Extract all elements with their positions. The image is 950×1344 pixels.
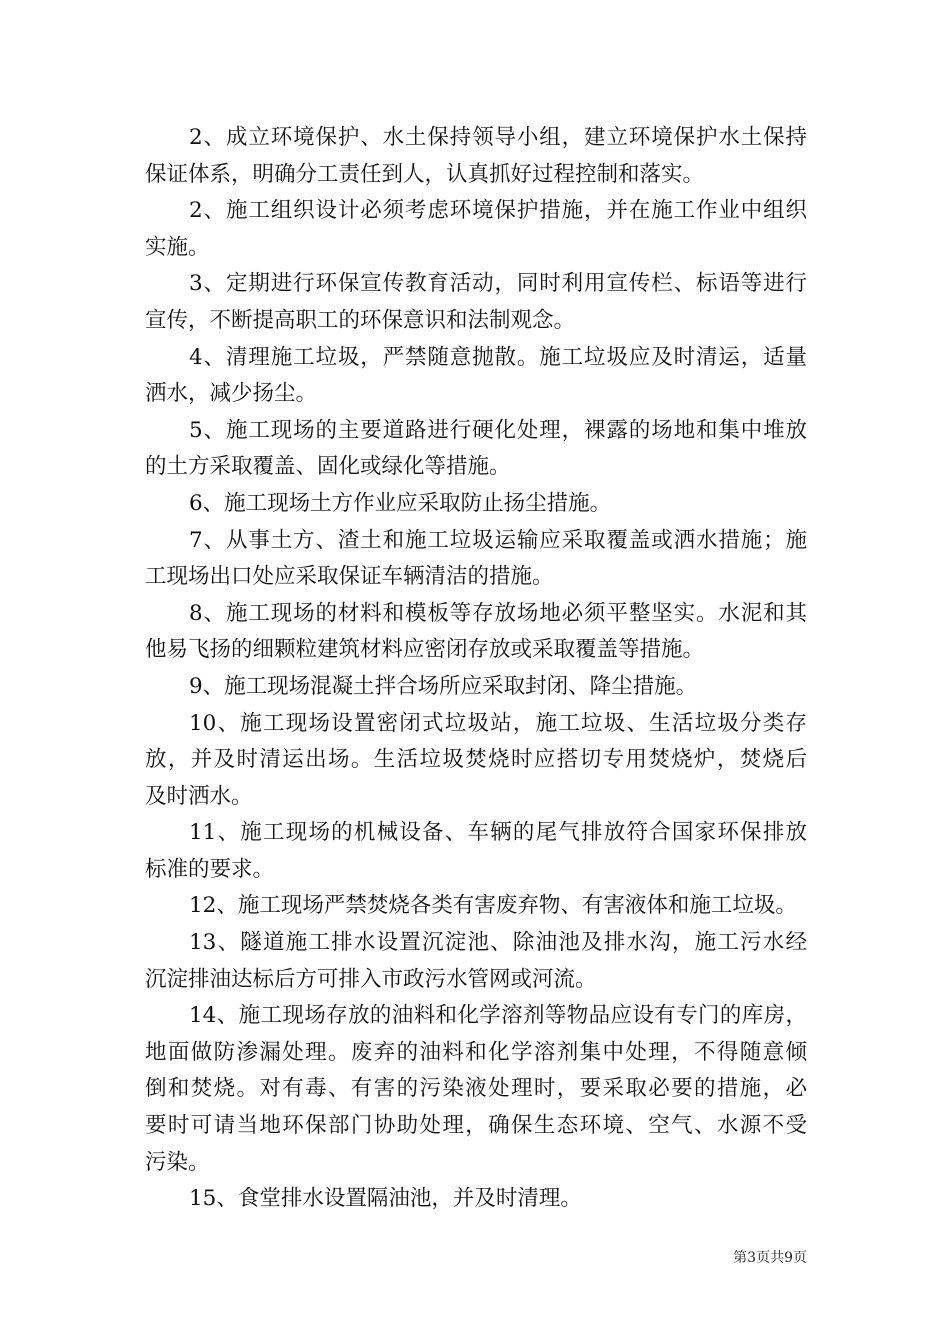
text-line: 15、食堂排水设置隔油池，并及时清理。 (189, 1186, 582, 1212)
text-line: 2、成立环境保护、水土保持领导小组，建立环境保护水土保持 (189, 125, 807, 150)
paragraph (145, 888, 807, 925)
text-line: 放，并及时清运出场。生活垃圾焚烧时应搭切专用焚烧炉，焚烧后 (145, 747, 807, 773)
paragraph (145, 925, 807, 998)
text-line: 5、施工现场的主要道路进行硬化处理，裸露的场地和集中堆放 (189, 417, 807, 443)
paragraph (145, 413, 807, 486)
text-line: 倒和焚烧。对有毒、有害的污染液处理时，要采取必要的措施，必 (145, 1076, 807, 1102)
text-line: 及时洒水。 (145, 783, 253, 809)
text-line: 6、施工现场土方作业应采取防止扬尘措施。 (189, 490, 612, 516)
text-line: 8、施工现场的材料和模板等存放场地必须平整坚实。水泥和其 (189, 600, 807, 626)
paragraph (145, 523, 807, 596)
paragraph (145, 1181, 807, 1218)
paragraph (145, 596, 807, 669)
paragraph (145, 120, 807, 193)
text-line: 保证体系，明确分工责任到人，认真抓好过程控制和落实。 (145, 161, 705, 187)
text-line: 沉淀排油达标后方可排入市政污水管网或河流。 (145, 966, 597, 992)
text-line: 13、隧道施工排水设置沉淀池、除油池及排水沟，施工污水经 (189, 930, 807, 956)
text-line: 地面做防渗漏处理。废弃的油料和化学溶剂集中处理，不得随意倾 (145, 1039, 807, 1065)
text-line: 12、施工现场严禁焚烧各类有害废弃物、有害液体和施工垃圾。 (189, 893, 797, 919)
paragraph (145, 486, 807, 523)
document-body (145, 120, 807, 1218)
text-line: 10、施工现场设置密闭式垃圾站，施工垃圾、生活垃圾分类存 (189, 710, 807, 736)
text-line: 4、清理施工垃圾，严禁随意抛散。施工垃圾应及时清运，适量 (189, 344, 807, 370)
text-line: 宣传，不断提高职工的环保意识和法制观念。 (145, 307, 576, 333)
text-line: 工现场出口处应采取保证车辆清洁的措施。 (145, 564, 554, 590)
text-line: 的土方采取覆盖、固化或绿化等措施。 (145, 454, 511, 480)
text-line: 14、施工现场存放的油料和化学溶剂等物品应设有专门的库房， (189, 1003, 807, 1029)
text-line: 要时可请当地环保部门协助处理，确保生态环境、空气、水源不受 (145, 1113, 807, 1139)
text-line: 7、从事土方、渣土和施工垃圾运输应采取覆盖或洒水措施；施 (189, 527, 807, 553)
text-line: 标准的要求。 (145, 856, 275, 882)
paragraph (145, 815, 807, 888)
paragraph (145, 669, 807, 706)
page-number: 第3页共9页 (733, 1250, 807, 1266)
paragraph (145, 266, 807, 339)
text-line: 2、施工组织设计必须考虑环境保护措施，并在施工作业中组织 (189, 198, 807, 224)
text-line: 他易飞扬的细颗粒建筑材料应密闭存放或采取覆盖等措施。 (145, 637, 705, 663)
paragraph (145, 193, 807, 266)
text-line: 3、定期进行环保宣传教育活动，同时利用宣传栏、标语等进行 (189, 271, 807, 297)
paragraph (145, 340, 807, 413)
paragraph (145, 706, 807, 816)
text-line: 实施。 (145, 234, 210, 260)
text-line: 9、施工现场混凝土拌合场所应采取封闭、降尘措施。 (189, 673, 698, 699)
text-line: 污染。 (145, 1149, 210, 1175)
paragraph (145, 998, 807, 1181)
text-line: 11、施工现场的机械设备、车辆的尾气排放符合国家环保排放 (189, 820, 807, 846)
text-line: 洒水，减少扬尘。 (145, 381, 318, 407)
